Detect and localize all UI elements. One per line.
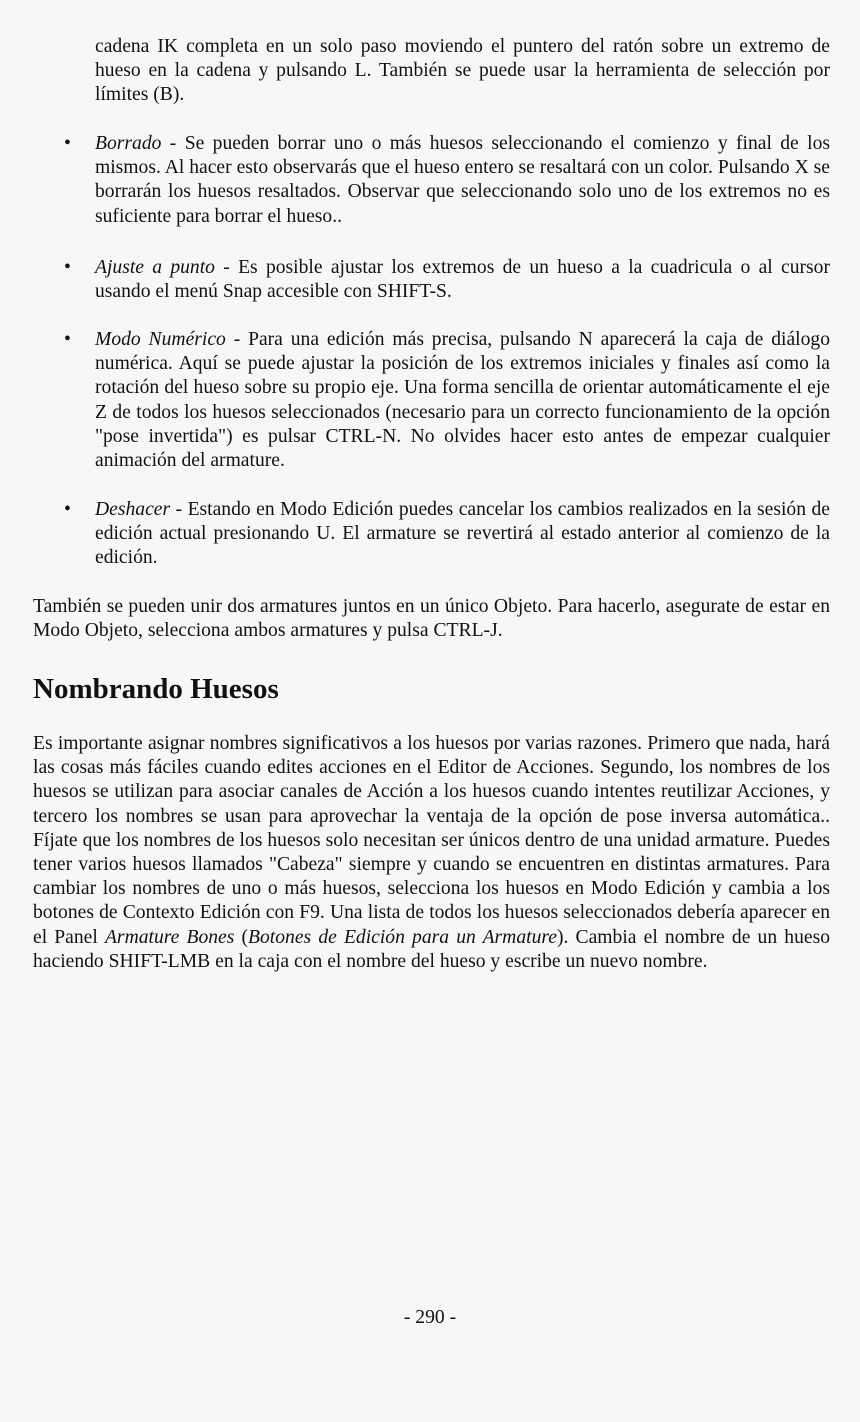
bullet-term: Deshacer bbox=[95, 499, 171, 520]
continuation-paragraph: cadena IK completa en un solo paso moviendo el puntero del ratón sobre un extremo de hueso en la cadena y pulsando L. También se puede usar la herramienta de selección por límites (B). bbox=[95, 36, 830, 106]
bullet-item-deshacer bbox=[64, 498, 830, 571]
bullet-icon: • bbox=[64, 499, 71, 520]
paren-open: ( bbox=[234, 926, 249, 948]
bullet-item-borrado bbox=[64, 132, 830, 229]
panel-context: Botones de Edición para un Armature bbox=[248, 926, 557, 948]
bullet-icon: • bbox=[64, 329, 71, 350]
join-paragraph: También se pueden unir dos armatures juntos en un único Objeto. Para hacerlo, asegurate de estar en Modo Objeto, selecciona ambos armatures y pulsa CTRL-J. bbox=[33, 596, 830, 642]
bullet-term: Borrado bbox=[95, 133, 162, 154]
section-heading: Nombrando Huesos bbox=[33, 673, 279, 705]
bullet-text: - Para una edición más precisa, pulsando N aparecerá la caja de diálogo numérica. Aquí se puede ajustar la posición de los extremos iniciales y finales así como la rotación del hueso sobre su propio eje. Una forma sencilla de orientar automáticamente el eje Z de todos los huesos seleccionados (necesario para un correcto funcionamiento de la opción "pose invertida") es pulsar CTRL-N. No olvides hacer esto antes de empezar cualquier animación del armature. bbox=[95, 329, 830, 472]
bullet-item-modo-numerico bbox=[64, 328, 830, 473]
section-body bbox=[33, 732, 830, 974]
bullet-term: Ajuste a punto bbox=[95, 257, 215, 278]
bullet-icon: • bbox=[64, 133, 71, 154]
panel-name: Armature Bones bbox=[104, 926, 235, 948]
bullet-text: - Se pueden borrar uno o más huesos seleccionando el comienzo y final de los mismos. Al hacer esto observarás que el hueso entero se resaltará con un color. Pulsando X se borrarán los huesos resaltados. Observar que seleccionando solo uno de los extremos no es suficiente para borrar el hueso.. bbox=[95, 133, 830, 227]
page-number: - 290 - bbox=[403, 1307, 457, 1328]
bullet-icon: • bbox=[64, 257, 71, 278]
bullet-term: Modo Numérico bbox=[95, 329, 226, 350]
bullet-text: - Es posible ajustar los extremos de un hueso a la cuadricula o al cursor usando el menú Snap accesible con SHIFT-S. bbox=[95, 257, 830, 303]
section-body-start: Es importante asignar nombres significativos a los huesos por varias razones. Primero que nada, hará las cosas más fáciles cuando edites acciones en el Editor de Acciones. Segundo, los nombres de los huesos se utilizan para asociar canales de Acción a los huesos cuando intentes reutilizar Acciones, y tercero los nombres se usan para aprovechar la ventaja de la opción de pose inversa automática.. Fíjate que los nombres de los huesos solo necesitan ser únicos dentro de una unidad armature. Puedes tener varios huesos llamados "Cabeza" siempre y cuando se encuentren en distintas armatures. Para cambiar los nombres de uno o más huesos, selecciona los huesos en Modo Edición y cambia a los botones de Contexto Edición con F9. Una lista de todos los huesos seleccionados debería aparecer en el Panel bbox=[33, 733, 830, 948]
section-body-end: ). Cambia el nombre de un hueso haciendo SHIFT-LMB en la caja con el nombre del hueso y escribe un nuevo nombre. bbox=[33, 926, 830, 972]
bullet-item-ajuste bbox=[64, 256, 830, 304]
bullet-text: - Estando en Modo Edición puedes cancelar los cambios realizados en la sesión de edición actual presionando U. El armature se revertirá al estado anterior al comienzo de la edición. bbox=[95, 499, 830, 569]
